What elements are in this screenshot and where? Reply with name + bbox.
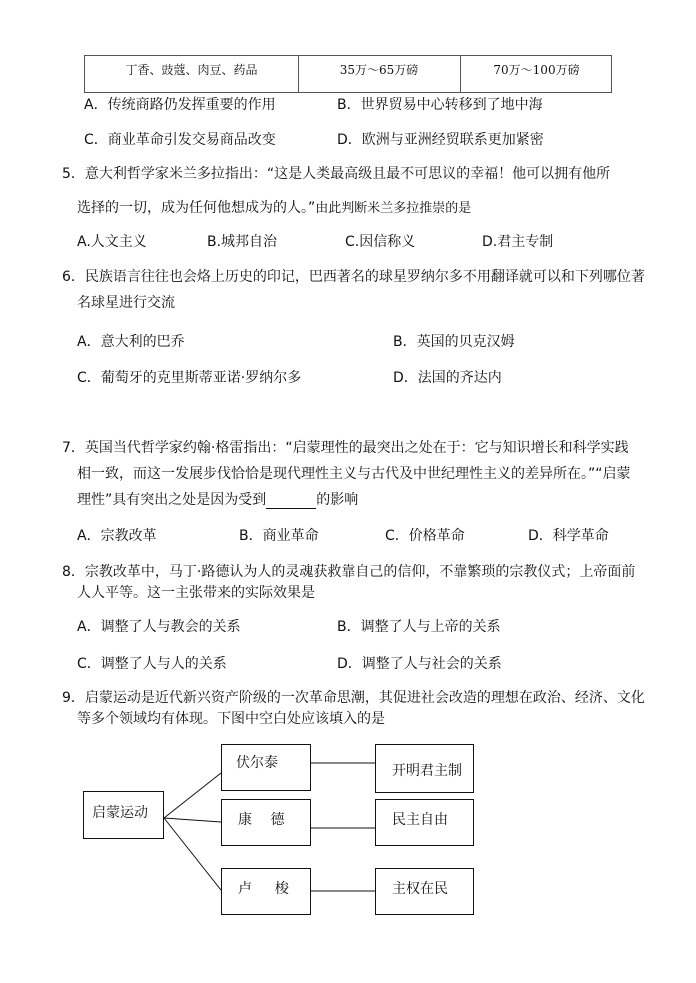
q6-stem-line1: 6．民族语言往往也会烙上历史的印记，巴西著名的球星罗纳尔多不用翻译就可以和下列哪位著 (62, 269, 645, 285)
diagram-person-1: 伏尔泰 (236, 755, 278, 771)
diagram-root-label: 启蒙运动 (92, 805, 148, 821)
connector-root-3 (164, 818, 221, 890)
table-cell-goods: 丁香、豉蔻、肉豆、药品 (85, 56, 299, 92)
diagram-idea-2: 民主自由 (392, 812, 448, 828)
diagram-idea-1: 开明君主制 (392, 763, 462, 779)
q7-option-d: D．科学革命 (528, 528, 609, 544)
q6-stem-line2: 名球星进行交流 (77, 295, 175, 311)
diagram-person-2: 康 德 (238, 812, 285, 828)
q7-option-a: A．宗教改革 (77, 528, 157, 544)
diagram-idea-3: 主权在民 (392, 881, 448, 897)
diagram-idea-box-3 (375, 868, 474, 915)
q4-option-a: A．传统商路仍发挥重要的作用 (84, 97, 276, 113)
q5-question: 由此判断米兰多拉推崇的是 (315, 201, 472, 216)
diagram-person-box-3 (221, 868, 311, 915)
q8-stem-line2: 人人平等。这一主张带来的实际效果是 (77, 585, 315, 601)
q7-stem-line1: 7．英国当代哲学家约翰·格雷指出：“启蒙理性的最突出之处在于：它与知识增长和科学实践 (62, 440, 629, 456)
table-cell-price-2: 70万～100万磅 (493, 63, 580, 77)
q8-stem-line1: 8．宗教改革中，马丁·路德认为人的灵魂获救靠自己的信仰，不靠繁琐的宗教仪式；上帝面前 (62, 564, 636, 580)
q8-option-d: D．调整了人与社会的关系 (337, 656, 502, 672)
q9-stem-line2: 等多个领域均有体现。下图中空白处应该填入的是 (77, 711, 385, 727)
q9-stem-line1: 9．启蒙运动是近代新兴资产阶级的一次革命思潮，其促进社会改造的理想在政治、经济、文化 (62, 690, 645, 706)
q7-option-c: C．价格革命 (385, 528, 465, 544)
q4-option-b: B．世界贸易中心转移到了地中海 (337, 97, 543, 113)
q5-quote-end: 选择的一切，成为任何他想成为的人。” (77, 200, 316, 216)
diagram-person-3: 卢 梭 (238, 881, 289, 897)
q5-option-c: C.因信称义 (345, 234, 416, 250)
table-cell-price-1: 35万～65万磅 (298, 56, 461, 92)
q7-stem-part2: 的影响 (316, 492, 359, 508)
q8-option-a: A．调整了人与教会的关系 (77, 619, 241, 635)
q6-option-c: C．葡萄牙的克里斯蒂亚诺·罗纳尔多 (77, 370, 302, 386)
q5-option-d: D.君主专制 (482, 234, 554, 250)
q5-option-b: B.城邦自治 (207, 234, 278, 250)
diagram-idea-box-1 (375, 744, 474, 793)
q7-stem-line2: 相一致，而这一发展步伐恰恰是现代理性主义与古代及中世纪理性主义的差异所在。”“启蒙 (77, 466, 631, 482)
diagram-person-box-1 (221, 744, 311, 791)
q8-option-b: B．调整了人与上帝的关系 (337, 619, 501, 635)
diagram-person-box-2 (221, 799, 311, 846)
connector-root-2 (164, 818, 221, 822)
connector-root-1 (164, 773, 221, 818)
q5-option-a: A.人文主义 (77, 234, 147, 250)
q4-option-c: C．商业革命引发交易商品改变 (84, 132, 276, 148)
q7-option-b: B．商业革命 (239, 528, 319, 544)
q4-option-d: D．欧洲与亚洲经贸联系更加紧密 (337, 132, 544, 148)
q7-stem-part1: 理性”具有突出之处是因为受到 (77, 492, 267, 508)
q6-option-a: A．意大利的巴乔 (77, 334, 185, 350)
q8-option-c: C．调整了人与人的关系 (77, 656, 227, 672)
q6-option-b: B．英国的贝克汉姆 (393, 334, 515, 350)
q6-option-d: D．法国的齐达内 (393, 370, 502, 386)
q5-stem-line1: 5．意大利哲学家米兰多拉指出：“这是人类最高级且最不可思议的幸福！他可以拥有他所 (62, 166, 611, 182)
diagram-root-box (83, 791, 164, 839)
diagram-idea-box-2 (375, 799, 474, 846)
